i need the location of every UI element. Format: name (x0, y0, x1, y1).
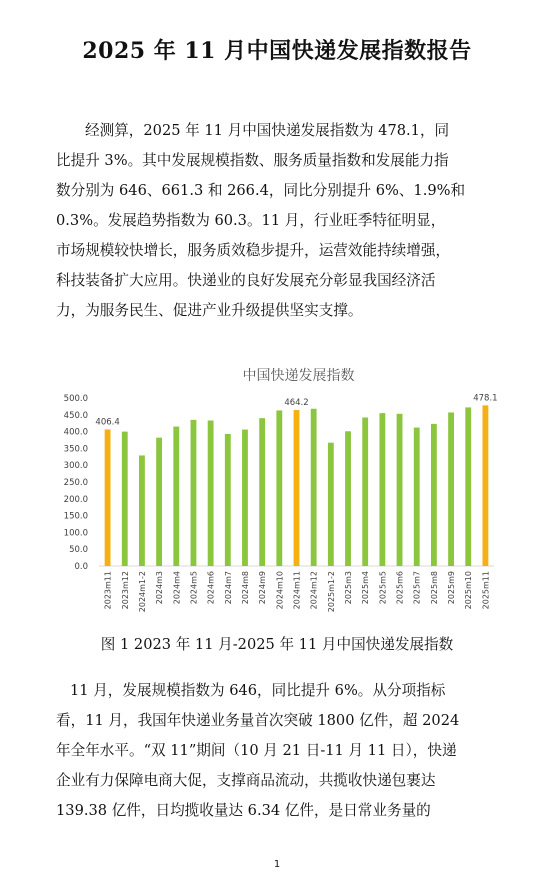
x-tick-label: 2024m10 (275, 571, 285, 610)
bar-2024m3 (156, 438, 162, 566)
paragraph-line: 数分别为 646、661.3 和 266.4，同比分别提升 6%、1.9%和 (56, 182, 466, 199)
x-tick-label: 2025m5 (378, 571, 388, 605)
x-tick-label: 2024m5 (189, 571, 199, 605)
bar-2024m5 (191, 420, 197, 566)
bar-2025m6 (397, 414, 403, 566)
intro-paragraph (56, 116, 496, 326)
y-tick-label: 250.0 (63, 478, 88, 488)
x-tick-label: 2024m1-2 (137, 571, 147, 613)
page-number: 1 (273, 859, 281, 870)
data-label: 464.2 (284, 398, 309, 409)
paragraph-line: 139.38 亿件，日均揽收量达 6.34 亿件，是日常业务量的 (56, 802, 431, 819)
paragraph-line: 经测算，2025 年 11 月中国快递发展指数为 478.1，同 (85, 122, 450, 139)
bar-2025m9 (448, 412, 454, 566)
bar-2024m4 (173, 427, 179, 566)
scale-paragraph (56, 676, 496, 826)
x-tick-label: 2025m11 (481, 571, 491, 610)
paragraph-line: 看，11 月，我国年快递业务量首次突破 1800 亿件，超 2024 (56, 712, 460, 729)
x-tick-label: 2025m9 (447, 571, 457, 605)
data-label: 478.1 (473, 393, 498, 404)
x-tick-label: 2025m1-2 (326, 571, 336, 613)
y-tick-label: 400.0 (63, 427, 88, 438)
bar-2025m7 (414, 428, 420, 566)
bar-2025m1-2 (328, 443, 334, 566)
paragraph-line: 11 月，发展规模指数为 646，同比提升 6%。从分项指标 (70, 682, 446, 699)
bar-2024m7 (225, 434, 231, 566)
y-tick-label: 50.0 (69, 545, 88, 556)
y-tick-label: 150.0 (63, 511, 88, 522)
bar-2025m4 (362, 417, 368, 566)
x-tick-label: 2024m3 (155, 571, 165, 605)
paragraph-line: 年全年水平。“双 11”期间（10 月 21 日-11 月 11 日），快递 (56, 742, 457, 759)
y-tick-label: 200.0 (63, 494, 88, 505)
figure-caption: 图 1 2023 年 11 月-2025 年 11 月中国快递发展指数 (100, 636, 454, 653)
y-tick-label: 0.0 (74, 562, 88, 572)
x-tick-label: 2025m10 (464, 571, 474, 610)
bar-2024m10 (276, 410, 282, 566)
x-tick-label: 2025m6 (395, 571, 405, 605)
paragraph-line: 比提升 3%。其中发展规模指数、服务质量指数和发展能力指 (56, 152, 449, 169)
paragraph-line: 0.3%。发展趋势指数为 60.3。11 月，行业旺季特征明显， (56, 212, 446, 229)
paragraph-line: 力，为服务民生、促进产业升级提供坚实支撑。 (56, 302, 363, 319)
bar-2025m3 (345, 431, 351, 566)
bar-2024m11 (294, 410, 300, 566)
y-tick-label: 500.0 (63, 394, 88, 404)
x-tick-label: 2023m11 (103, 571, 113, 610)
bar-2025m8 (431, 424, 437, 566)
paragraph-line: 市场规模较快增长，服务质效稳步提升，运营效能持续增强， (56, 242, 451, 259)
index-bar-chart (54, 358, 504, 626)
bar-2024m8 (242, 430, 248, 566)
bar-2024m6 (208, 421, 214, 566)
paragraph-line: 科技装备扩大应用。快递业的良好发展充分彰显我国经济活 (56, 272, 436, 289)
x-tick-label: 2025m7 (412, 571, 422, 605)
chart-svg (54, 358, 504, 626)
x-tick-label: 2025m8 (429, 571, 439, 605)
bar-2025m5 (379, 413, 385, 566)
x-tick-label: 2024m9 (258, 571, 268, 605)
data-label: 406.4 (95, 417, 120, 428)
y-tick-label: 450.0 (63, 410, 88, 421)
bar-2023m12 (122, 432, 128, 566)
bar-2024m12 (311, 409, 317, 566)
x-tick-label: 2024m11 (292, 571, 302, 610)
y-tick-label: 350.0 (63, 444, 88, 455)
x-tick-label: 2024m6 (206, 571, 216, 605)
bar-2025m11 (482, 405, 488, 566)
document-title: 2025 年 11 月中国快递发展指数报告 (82, 38, 472, 64)
y-tick-label: 100.0 (63, 528, 88, 539)
bar-2025m10 (465, 407, 471, 566)
x-tick-label: 2024m4 (172, 571, 182, 605)
bar-2023m11 (105, 429, 111, 566)
x-tick-label: 2025m4 (361, 571, 371, 605)
bar-2024m9 (259, 418, 265, 566)
x-tick-label: 2024m7 (223, 571, 233, 605)
x-tick-label: 2025m3 (344, 571, 354, 605)
chart-title: 中国快递发展指数 (242, 368, 355, 384)
bar-2024m1-2 (139, 455, 145, 566)
paragraph-line: 企业有力保障电商大促，支撑商品流动，共揽收快递包裹达 (56, 772, 436, 789)
x-tick-label: 2023m12 (120, 571, 130, 610)
x-tick-label: 2024m12 (309, 571, 319, 610)
y-tick-label: 300.0 (63, 461, 88, 472)
x-tick-label: 2024m8 (240, 571, 250, 605)
